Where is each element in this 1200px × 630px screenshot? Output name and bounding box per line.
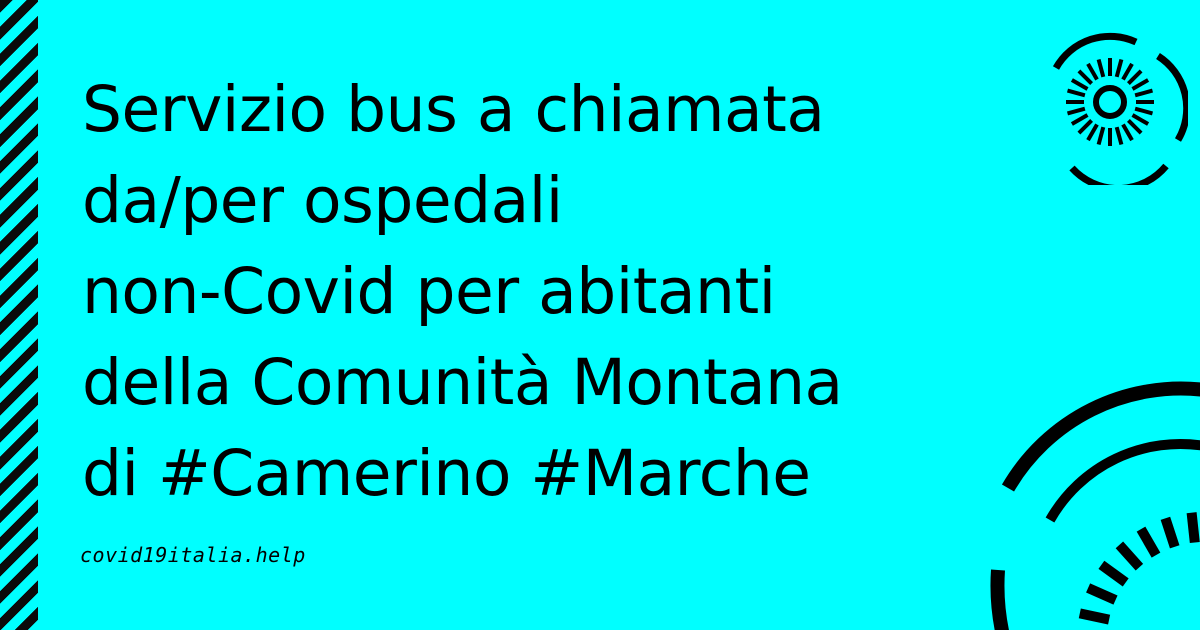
radial-tick — [1088, 588, 1115, 600]
radial-burst-icon — [1038, 20, 1188, 185]
radial-tick — [1079, 71, 1092, 84]
radial-tick — [1165, 518, 1174, 547]
headline-line-2: da/per ospedali — [82, 164, 563, 237]
radial-tick — [1101, 565, 1125, 583]
radial-tick — [1117, 127, 1122, 144]
radial-tick — [1141, 529, 1156, 555]
headline-line-1: Servizio bus a chiamata — [82, 73, 825, 146]
radial-tick — [1135, 109, 1152, 114]
radial-tick — [1119, 545, 1139, 567]
headline-line-4: della Comunità Montana — [82, 346, 843, 419]
striped-left-border — [0, 0, 38, 630]
radial-burst-icon — [990, 380, 1200, 630]
radial-tick — [1128, 71, 1141, 84]
radial-tick — [1079, 120, 1092, 133]
radial-tick — [1099, 60, 1104, 77]
radial-tick — [1133, 115, 1149, 124]
radial-tick — [1123, 125, 1132, 141]
radial-tick — [1135, 91, 1152, 96]
radial-tick — [1123, 64, 1132, 80]
radial-tick — [1072, 80, 1088, 89]
radial-tick — [1117, 60, 1122, 77]
radial-tick — [1080, 613, 1109, 619]
radial-tick — [1072, 115, 1088, 124]
radial-tick — [1099, 127, 1104, 144]
site-url: covid19italia.help — [80, 543, 306, 567]
radial-tick — [1088, 125, 1097, 141]
radial-tick — [1192, 513, 1195, 543]
radial-tick — [1088, 64, 1097, 80]
headline-line-3: non-Covid per abitanti — [82, 255, 776, 328]
headline-line-5: di #Camerino #Marche — [82, 437, 811, 510]
radial-tick — [1068, 109, 1085, 114]
radial-tick — [1128, 120, 1141, 133]
radial-tick — [1068, 91, 1085, 96]
headline — [82, 64, 982, 519]
radial-tick — [1133, 80, 1149, 89]
